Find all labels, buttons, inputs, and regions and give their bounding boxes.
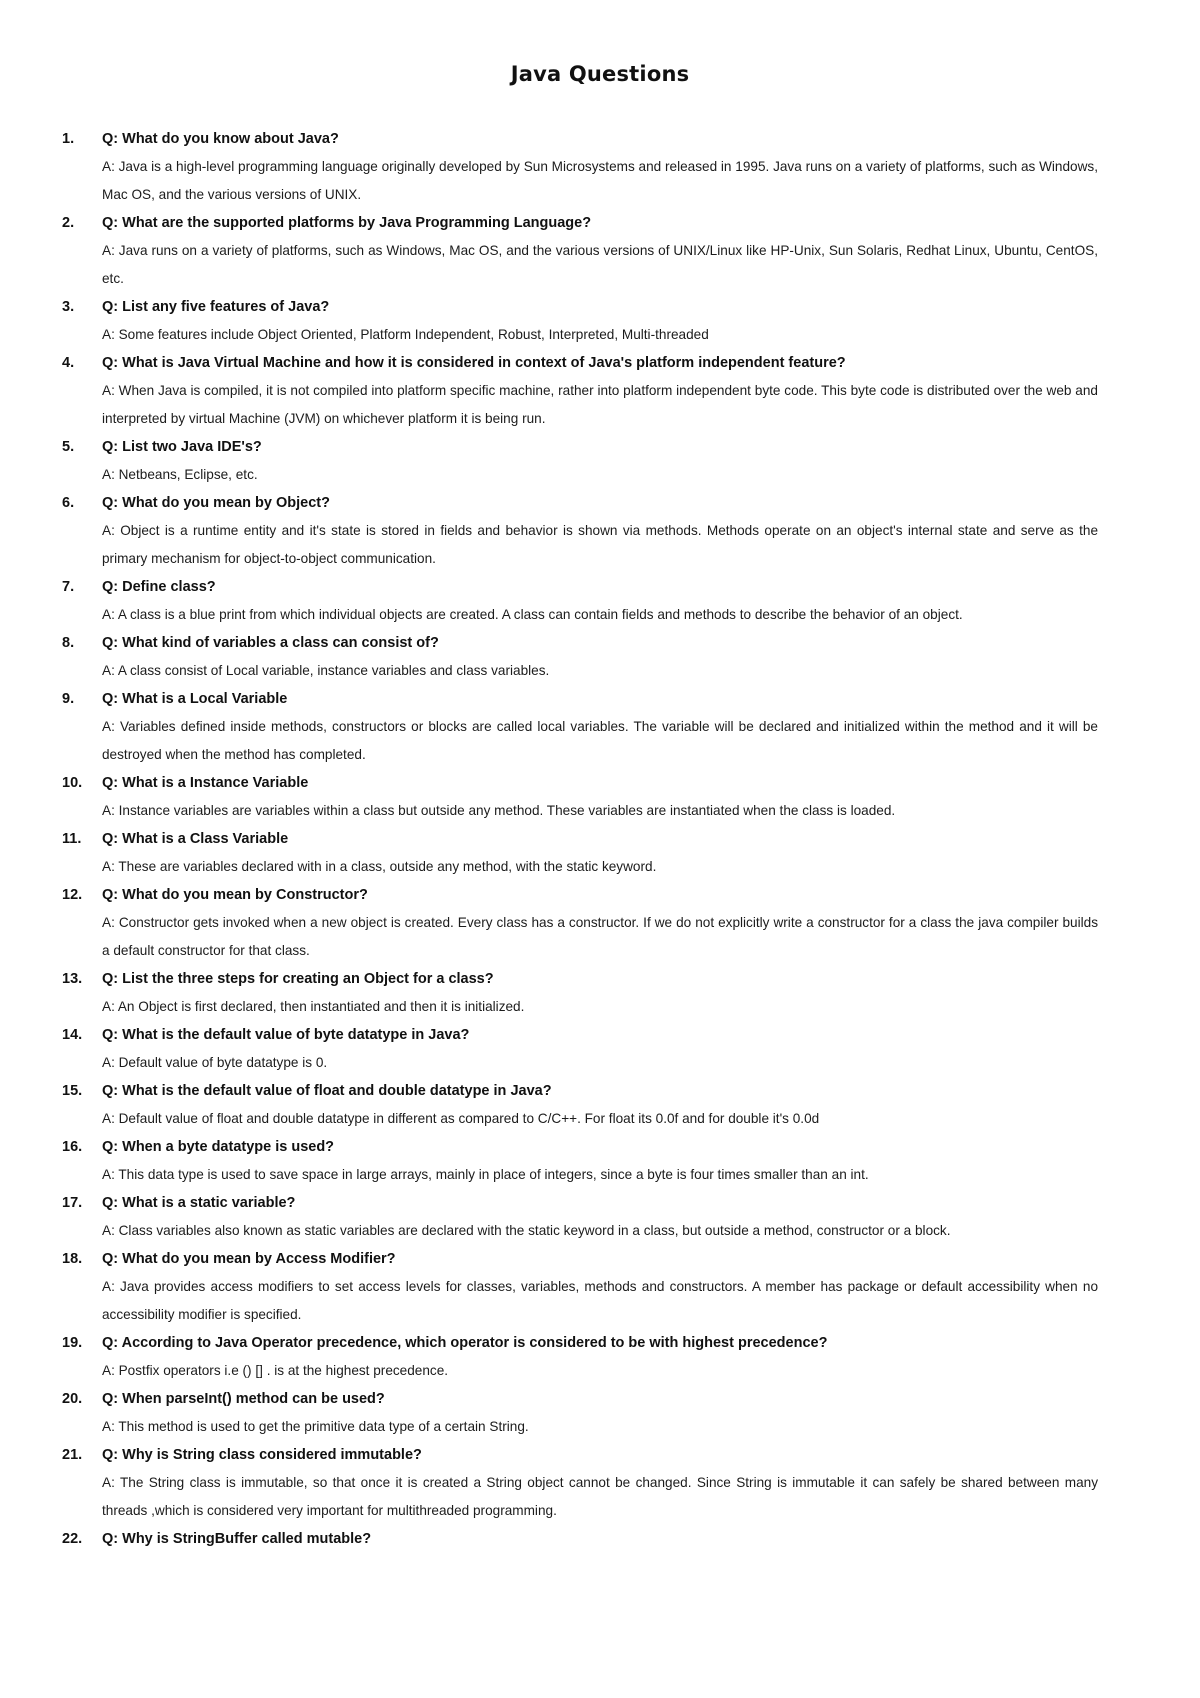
question-text: Q: Why is String class considered immutable?	[102, 1447, 422, 1463]
list-item	[0, 1133, 1200, 1189]
question-text: Q: What is a Instance Variable	[102, 775, 309, 791]
answer-text: A: These are variables declared with in a class, outside any method, with the static keyword.	[102, 859, 657, 874]
question-number: 18.	[62, 1251, 83, 1267]
list-item	[0, 573, 1200, 629]
question-text: Q: List two Java IDE's?	[102, 439, 262, 455]
list-item	[0, 769, 1200, 825]
question-text: Q: According to Java Operator precedence, which operator is considered to be with highest precedence?	[102, 1335, 828, 1351]
question-text: Q: What are the supported platforms by Java Programming Language?	[102, 215, 592, 231]
question-number: 21.	[62, 1447, 83, 1463]
question-text: Q: Define class?	[102, 579, 216, 595]
question-number: 9.	[62, 691, 75, 707]
question-number: 6.	[62, 495, 75, 511]
list-item	[0, 1077, 1200, 1133]
question-text: Q: Why is StringBuffer called mutable?	[102, 1531, 372, 1547]
list-item	[0, 965, 1200, 1021]
list-item	[0, 433, 1200, 489]
question-number: 10.	[62, 775, 83, 791]
answer-text: A: This method is used to get the primitive data type of a certain String.	[102, 1419, 529, 1434]
list-item	[0, 1189, 1200, 1245]
answer-text: A: Class variables also known as static variables are declared with the static keyword in a class, but outside a method, constructor or a block.	[102, 1223, 951, 1238]
answer-text: A: Netbeans, Eclipse, etc.	[102, 467, 258, 482]
question-text: Q: List any five features of Java?	[102, 299, 330, 315]
question-text: Q: What do you mean by Access Modifier?	[102, 1251, 396, 1267]
answer-text: A: Default value of byte datatype is 0.	[102, 1055, 328, 1070]
list-item	[0, 1385, 1200, 1441]
list-item	[0, 1329, 1200, 1385]
question-number: 15.	[62, 1083, 83, 1099]
question-number: 22.	[62, 1531, 83, 1547]
list-item	[0, 293, 1200, 349]
answer-text: A: A class consist of Local variable, instance variables and class variables.	[102, 663, 550, 678]
answer-text: A: The String class is immutable, so that once it is created a String object cannot be changed. Since String is immutable it can safely be shared between many threads ,which is considered very important for multithreaded programming.	[102, 1475, 1098, 1518]
question-number: 11.	[62, 831, 82, 847]
question-number: 5.	[62, 439, 75, 455]
question-text: Q: List the three steps for creating an Object for a class?	[102, 971, 494, 987]
question-text: Q: What is Java Virtual Machine and how it is considered in context of Java's platform independent feature?	[102, 355, 846, 371]
list-item	[0, 489, 1200, 573]
question-text: Q: What is a static variable?	[102, 1195, 296, 1211]
answer-text: A: Default value of float and double datatype in different as compared to C/C++. For float its 0.0f and for double it's 0.0d	[102, 1111, 820, 1126]
question-number: 4.	[62, 355, 75, 371]
question-number: 2.	[62, 215, 75, 231]
answer-text: A: This data type is used to save space in large arrays, mainly in place of integers, since a byte is four times smaller than an int.	[102, 1167, 869, 1182]
answer-text: A: Instance variables are variables within a class but outside any method. These variables are instantiated when the class is loaded.	[102, 803, 896, 818]
question-text: Q: What is the default value of float and double datatype in Java?	[102, 1083, 552, 1099]
question-number: 13.	[62, 971, 83, 987]
list-item	[0, 349, 1200, 433]
question-number: 20.	[62, 1391, 83, 1407]
answer-text: A: An Object is first declared, then instantiated and then it is initialized.	[102, 999, 525, 1014]
answer-text: A: A class is a blue print from which individual objects are created. A class can contain fields and methods to describe the behavior of an object.	[102, 607, 963, 622]
question-text: Q: What kind of variables a class can consist of?	[102, 635, 439, 651]
question-number: 16.	[62, 1139, 83, 1155]
page-title: Java Questions	[510, 62, 690, 86]
question-text: Q: What is the default value of byte datatype in Java?	[102, 1027, 470, 1043]
list-item	[0, 685, 1200, 769]
list-item	[0, 1525, 1200, 1553]
question-number: 12.	[62, 887, 83, 903]
question-text: Q: What do you mean by Constructor?	[102, 887, 368, 903]
answer-text: A: Java is a high-level programming language originally developed by Sun Microsystems and released in 1995. Java runs on a variety of platforms, such as Windows, Mac OS, and the various versions of UNIX.	[102, 159, 1098, 202]
question-text: Q: When parseInt() method can be used?	[102, 1391, 385, 1407]
question-text: Q: When a byte datatype is used?	[102, 1139, 335, 1155]
list-item	[0, 209, 1200, 293]
question-text: Q: What do you mean by Object?	[102, 495, 330, 511]
answer-text: A: Postfix operators i.e () [] . is at the highest precedence.	[102, 1363, 449, 1378]
answer-text: A: Constructor gets invoked when a new object is created. Every class has a constructor. If we do not explicitly write a constructor for a class the java compiler builds a default constructor for that class.	[102, 915, 1098, 958]
question-list	[0, 125, 1200, 1553]
question-text: Q: What is a Local Variable	[102, 691, 288, 707]
question-number: 19.	[62, 1335, 83, 1351]
question-number: 14.	[62, 1027, 83, 1043]
list-item	[0, 1245, 1200, 1329]
question-number: 1.	[62, 131, 75, 147]
list-item	[0, 881, 1200, 965]
question-text: Q: What do you know about Java?	[102, 131, 339, 147]
question-number: 17.	[62, 1195, 83, 1211]
list-item	[0, 1441, 1200, 1525]
answer-text: A: Variables defined inside methods, constructors or blocks are called local variables. The variable will be declared and initialized within the method and it will be destroyed when the method has completed.	[102, 719, 1098, 762]
answer-text: A: Java runs on a variety of platforms, such as Windows, Mac OS, and the various versions of UNIX/Linux like HP-Unix, Sun Solaris, Redhat Linux, Ubuntu, CentOS, etc.	[102, 243, 1098, 286]
answer-text: A: Some features include Object Oriented, Platform Independent, Robust, Interpreted, Multi-threaded	[102, 327, 709, 342]
list-item	[0, 125, 1200, 209]
answer-text: A: Java provides access modifiers to set access levels for classes, variables, methods and constructors. A member has package or default accessibility when no accessibility modifier is specified.	[102, 1279, 1098, 1322]
list-item	[0, 1021, 1200, 1077]
question-number: 7.	[62, 579, 75, 595]
question-number: 3.	[62, 299, 75, 315]
answer-text: A: When Java is compiled, it is not compiled into platform specific machine, rather into platform independent byte code. This byte code is distributed over the web and interpreted by virtual Machine (JVM) on whichever platform it is being run.	[102, 383, 1098, 426]
question-text: Q: What is a Class Variable	[102, 831, 289, 847]
list-item	[0, 825, 1200, 881]
answer-text: A: Object is a runtime entity and it's state is stored in fields and behavior is shown via methods. Methods operate on an object's internal state and serve as the primary mechanism for object-to-object communication.	[102, 523, 1098, 566]
list-item	[0, 629, 1200, 685]
question-number: 8.	[62, 635, 75, 651]
